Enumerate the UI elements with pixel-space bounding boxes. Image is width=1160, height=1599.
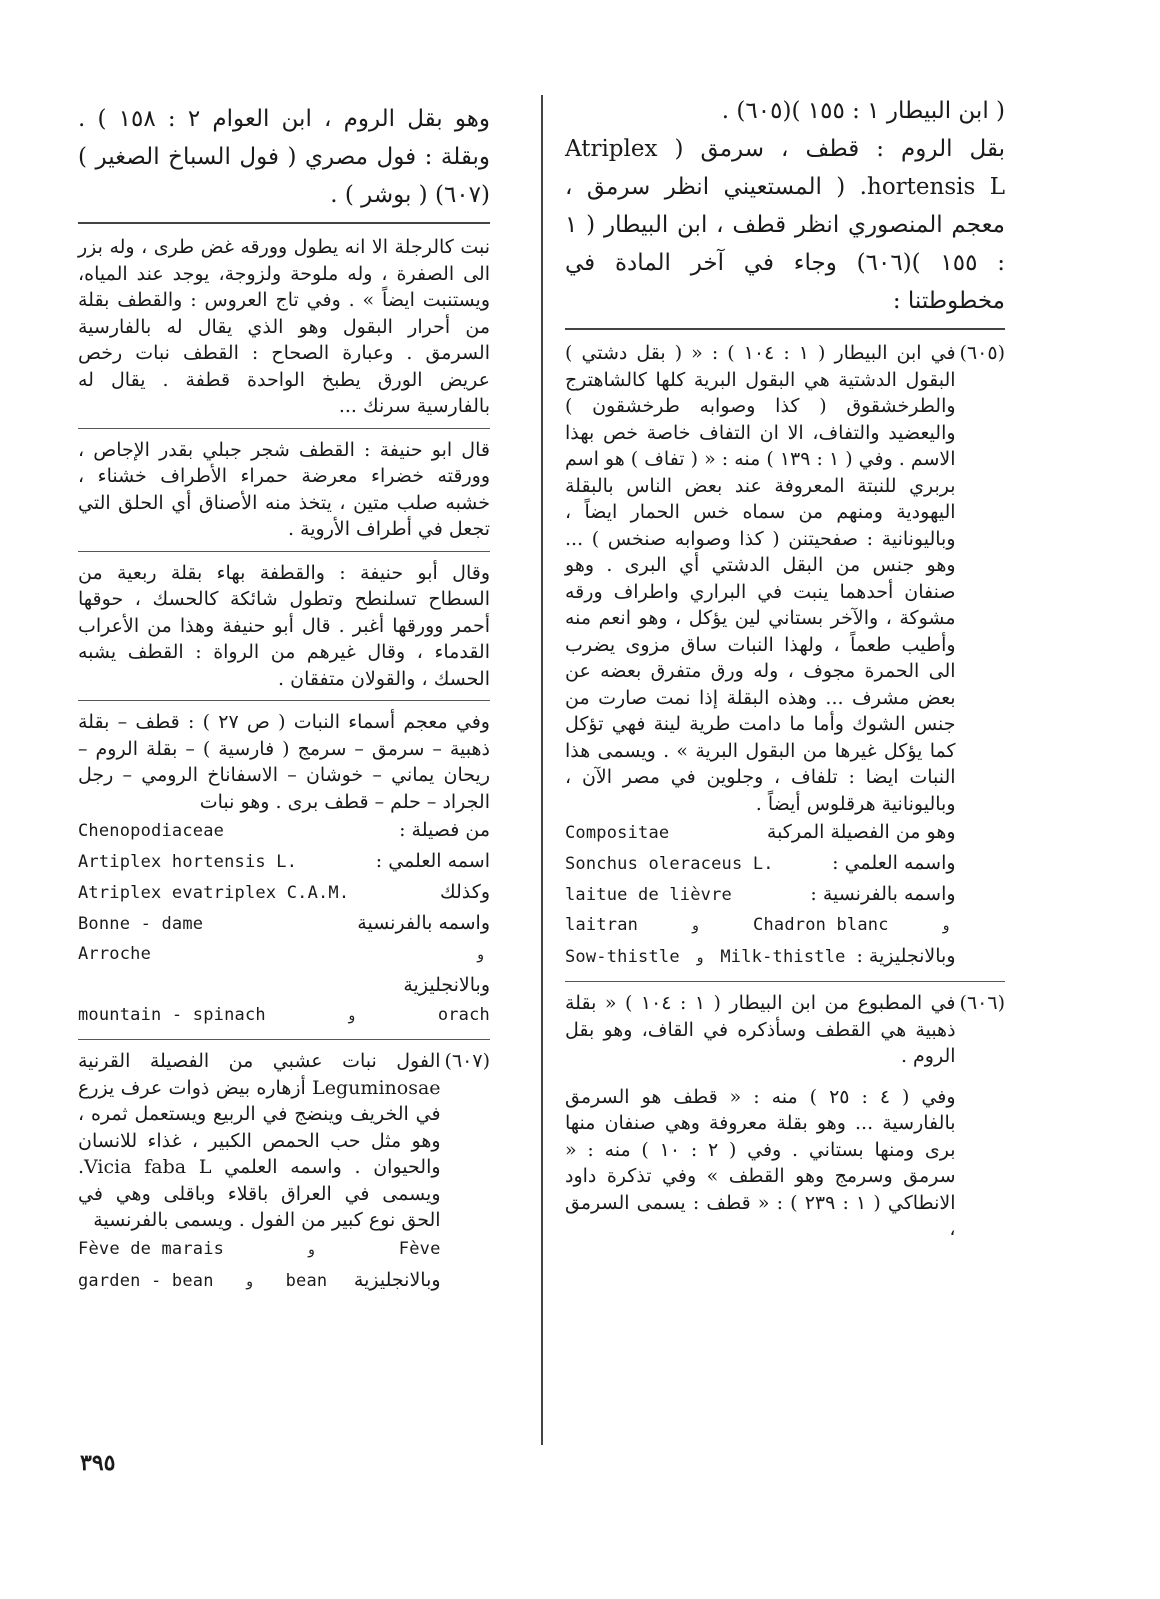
footnote-separator xyxy=(78,551,490,552)
left-main-paragraph: وهو بقل الروم ، ابن العوام ٢ : ١٥٨ ) . وبقلة : فول مصري ( فول السباخ الصغير )(٦٠٧) ( بوشر ) . xyxy=(78,106,491,208)
left-column xyxy=(78,100,490,1297)
en-label: وبالانجليزية xyxy=(353,1268,441,1291)
en-name-1: orach xyxy=(437,1005,490,1025)
footnote-continuation: وفي معجم أسماء النبات ( ص ٢٧ ) : قطف – بقلة ذهبية – سرمق – سرمج ( فارسية ) – بقلة الروم – ريحان يماني – خوشان – الاسفاناخ الرومي – رجل الجراد – حلم – قطف برى . وهو نبات xyxy=(78,711,490,813)
footnote-text: وفي ( ٤ : ٢٥ ) منه : « قطف هو السرمق بالفارسية ... وهو بقلة معروفة وهي صنفان منها برى ومنها بستاني . وفي ( ٢ : ١٠ ) منه : « سرمق وسرمج وهو القطف » وفي تذكرة داود الانطاكي ( ١ : ٢٣٩ ) : « قطف : يسمى السرمق ، xyxy=(565,1085,956,1240)
en-name-2: mountain - spinach xyxy=(78,1005,266,1025)
footnote-separator xyxy=(565,981,1005,982)
fr-name-1: Fève xyxy=(398,1238,441,1259)
footnote-number: (٦٠٦) xyxy=(959,992,1005,1014)
footnote-number: (٦٠٥) xyxy=(959,342,1005,364)
footnote-607 xyxy=(78,1048,490,1297)
conjunction: و xyxy=(246,1273,253,1290)
footnote-605 xyxy=(565,340,1005,973)
conjunction: و xyxy=(942,918,950,934)
footnote-separator xyxy=(78,700,490,701)
footnote-separator xyxy=(78,222,490,224)
footnote-continuation: قال ابو حنيفة : القطف شجر جبلي بقدر الإجاص ، وورقته خضراء معرضة حمراء الأطراف خشناء ، خشبه صلب متين ، يتخذ منه الأصناق أي الحلق التي تجعل في أطراف الأروية . xyxy=(78,438,490,540)
family-latin: Compositae xyxy=(565,823,670,843)
fr-name-3: laitran xyxy=(565,915,639,935)
footnote-text: في ابن البيطار ( ١ : ١٠٤ ) : « ( بقل دشتي ) البقول الدشتية هي البقول البرية كلها كالشاهترج والطرخشقوق ( كذا وصوابه طرخشقون ) واليعضيد والتفاف، الا ان التفاف خاصة خص بهذا الاسم . وفي ( ١ : ١٣٩ ) منه : « ( تفاف ) هو اسم بربري للنبتة المعروفة عند بعض الناس بالبقلة اليهودية ومنهم من سماه خس الحمار ايضاً ، وباليونانية : صفحيتنن ( كذا وصوابه صنخس ) ... وهو جنس من البقل الدشتي أي البرى . وهو صنفان أحدهما ينبت في البراري واطراف ورقه مشوكة ، والآخر بستاني لين يؤكل ، وهو انعم منه وأطيب طعماً ، ولهذا النبات ساق مزوى يضرب الى الحمرة مجوف ، وله ورق متفرق بعضه عن بعض مشرف ... وهذه البقلة إذا نمت صارت من جنس الشوك وأما ما دامت طرية لينة فهي تؤكل كما يؤكل غيرها من البقول البرية » . ويسمى هذا النبات ايضا : تلفاف ، وجلوين في مصر الآن ، وباليونانية هرقلوس أيضاً . xyxy=(565,342,956,815)
sci-latin: Artiplex hortensis L. xyxy=(78,852,298,872)
footnote-606 xyxy=(565,990,1005,1243)
french-name-row xyxy=(78,1234,441,1265)
sci-latin: Sonchus oleraceus L. xyxy=(565,854,774,874)
en-name-1: Milk-thistle xyxy=(720,947,846,967)
fr-name-1: laitue de lièvre xyxy=(565,885,732,905)
page-number: ٣٩٥ xyxy=(80,1450,116,1476)
sci-label: واسمه العلمي : xyxy=(832,852,956,874)
fr-label: واسمه بالفرنسية : xyxy=(810,883,956,905)
family-label: وهو من الفصيلة المركبة xyxy=(766,821,956,843)
scientific-name-row xyxy=(565,848,956,879)
footnote-text: في المطبوع من ابن البيطار ( ١ : ١٠٤ ) « بقلة ذهبية هي القطف وسأذكره في القاف، وهو بقل الروم . xyxy=(565,992,956,1067)
fr-name-2: Arroche xyxy=(78,944,152,964)
footnote-separator xyxy=(78,428,490,429)
sci-label: اسمه العلمي : xyxy=(375,850,490,872)
english-name-row xyxy=(565,941,956,973)
en-name-2: Sow-thistle xyxy=(565,947,680,967)
conjunction: و xyxy=(696,950,704,966)
english-name-row-2 xyxy=(78,1000,490,1031)
footnote-separator xyxy=(78,1039,490,1040)
right-main-paragraph: بقل الروم : قطف ، سرمق ( Atriplex hortensis L. ( المستعيني انظر سرمق ، معجم المنصوري انظر قطف ، ابن البيطار ( ١ : ١٥٥ )(٦٠٦) وجاء في آخر المادة في مخطوطتنا : xyxy=(565,136,1006,314)
family-row xyxy=(565,817,956,848)
synonym-row xyxy=(78,877,490,908)
conjunction: و xyxy=(692,918,699,934)
footnote-text: الفول نبات عشبي من الفصيلة القرنية Leguminosae أزهاره بيض ذوات عرف يزرع في الخريف وينضج في الربيع ويستعمل ثمره ، وهو مثل حب الحمص الكبير ، غذاء للانسان والحيوان . واسمه العلمي Vicia faba L. ويسمى في العراق باقلاء وباقلى وهي في الحق نوع كبير من الفول . ويسمى بالفرنسية xyxy=(78,1050,441,1231)
fr-label: واسمه بالفرنسية xyxy=(357,912,490,934)
footnote-continuation: نبت كالرجلة الا انه يطول وورقه غض طرى ، وله بزر الى الصفرة ، وله ملوحة ولزوجة، يوجد عند المياه، ويستنبت ايضاً » . وفي تاج العروس : والقطف بقلة من أحرار البقول وهو الذي يقال له بالفارسية السرمق . وعبارة الصحاح : القطف نبات رخص عريض الورق يطبخ الواحدة قطفة . يقال له بالفارسية سرنك ... xyxy=(78,236,490,417)
english-name-row xyxy=(78,970,490,1000)
right-main-line-1: ( ابن البيطار ١ : ١٥٥ )(٦٠٥) . xyxy=(721,98,1005,124)
column-divider xyxy=(541,95,543,1445)
french-name-row xyxy=(565,879,956,910)
scientific-name-row xyxy=(78,846,490,877)
english-name-row xyxy=(78,1265,441,1297)
fr-name-2: Fève de marais xyxy=(78,1238,225,1259)
conjunction: و xyxy=(477,947,484,963)
family-row xyxy=(78,815,490,846)
en-label: وبالانجليزية xyxy=(403,974,490,996)
french-name-row xyxy=(78,908,490,939)
en-name-1: bean xyxy=(285,1270,328,1291)
french-name-row-2 xyxy=(565,910,956,941)
family-latin: Chenopodiaceae xyxy=(78,821,225,841)
also-latin: Atriplex evatriplex C.A.M. xyxy=(78,883,350,903)
family-label: من فصيلة : xyxy=(399,819,490,841)
conjunction: و xyxy=(348,1008,356,1024)
french-name-row-2 xyxy=(78,939,490,970)
fr-name-1: Bonne - dame xyxy=(78,914,204,934)
also-label: وكذلك xyxy=(440,881,490,903)
en-name-2: garden - bean xyxy=(78,1270,214,1291)
footnote-continuation: وقال أبو حنيفة : والقطفة بهاء بقلة ربعية من السطاح تسلنطح وتطول شائكة كالحسك ، حوقها أحمر وورقها أغبر . قال أبو حنيفة وهذا من الأعراب القدماء ، وقال غيرهم من الرواة : القطف يشبه الحسك ، والقولان متفقان . xyxy=(78,561,490,690)
footnote-separator xyxy=(565,328,1005,330)
fr-name-2: Chadron blanc xyxy=(753,915,889,935)
conjunction: و xyxy=(308,1241,315,1258)
footnote-number: (٦٠٧) xyxy=(444,1050,490,1072)
right-column xyxy=(565,92,1005,1243)
en-label: وبالانجليزية : xyxy=(856,945,956,967)
